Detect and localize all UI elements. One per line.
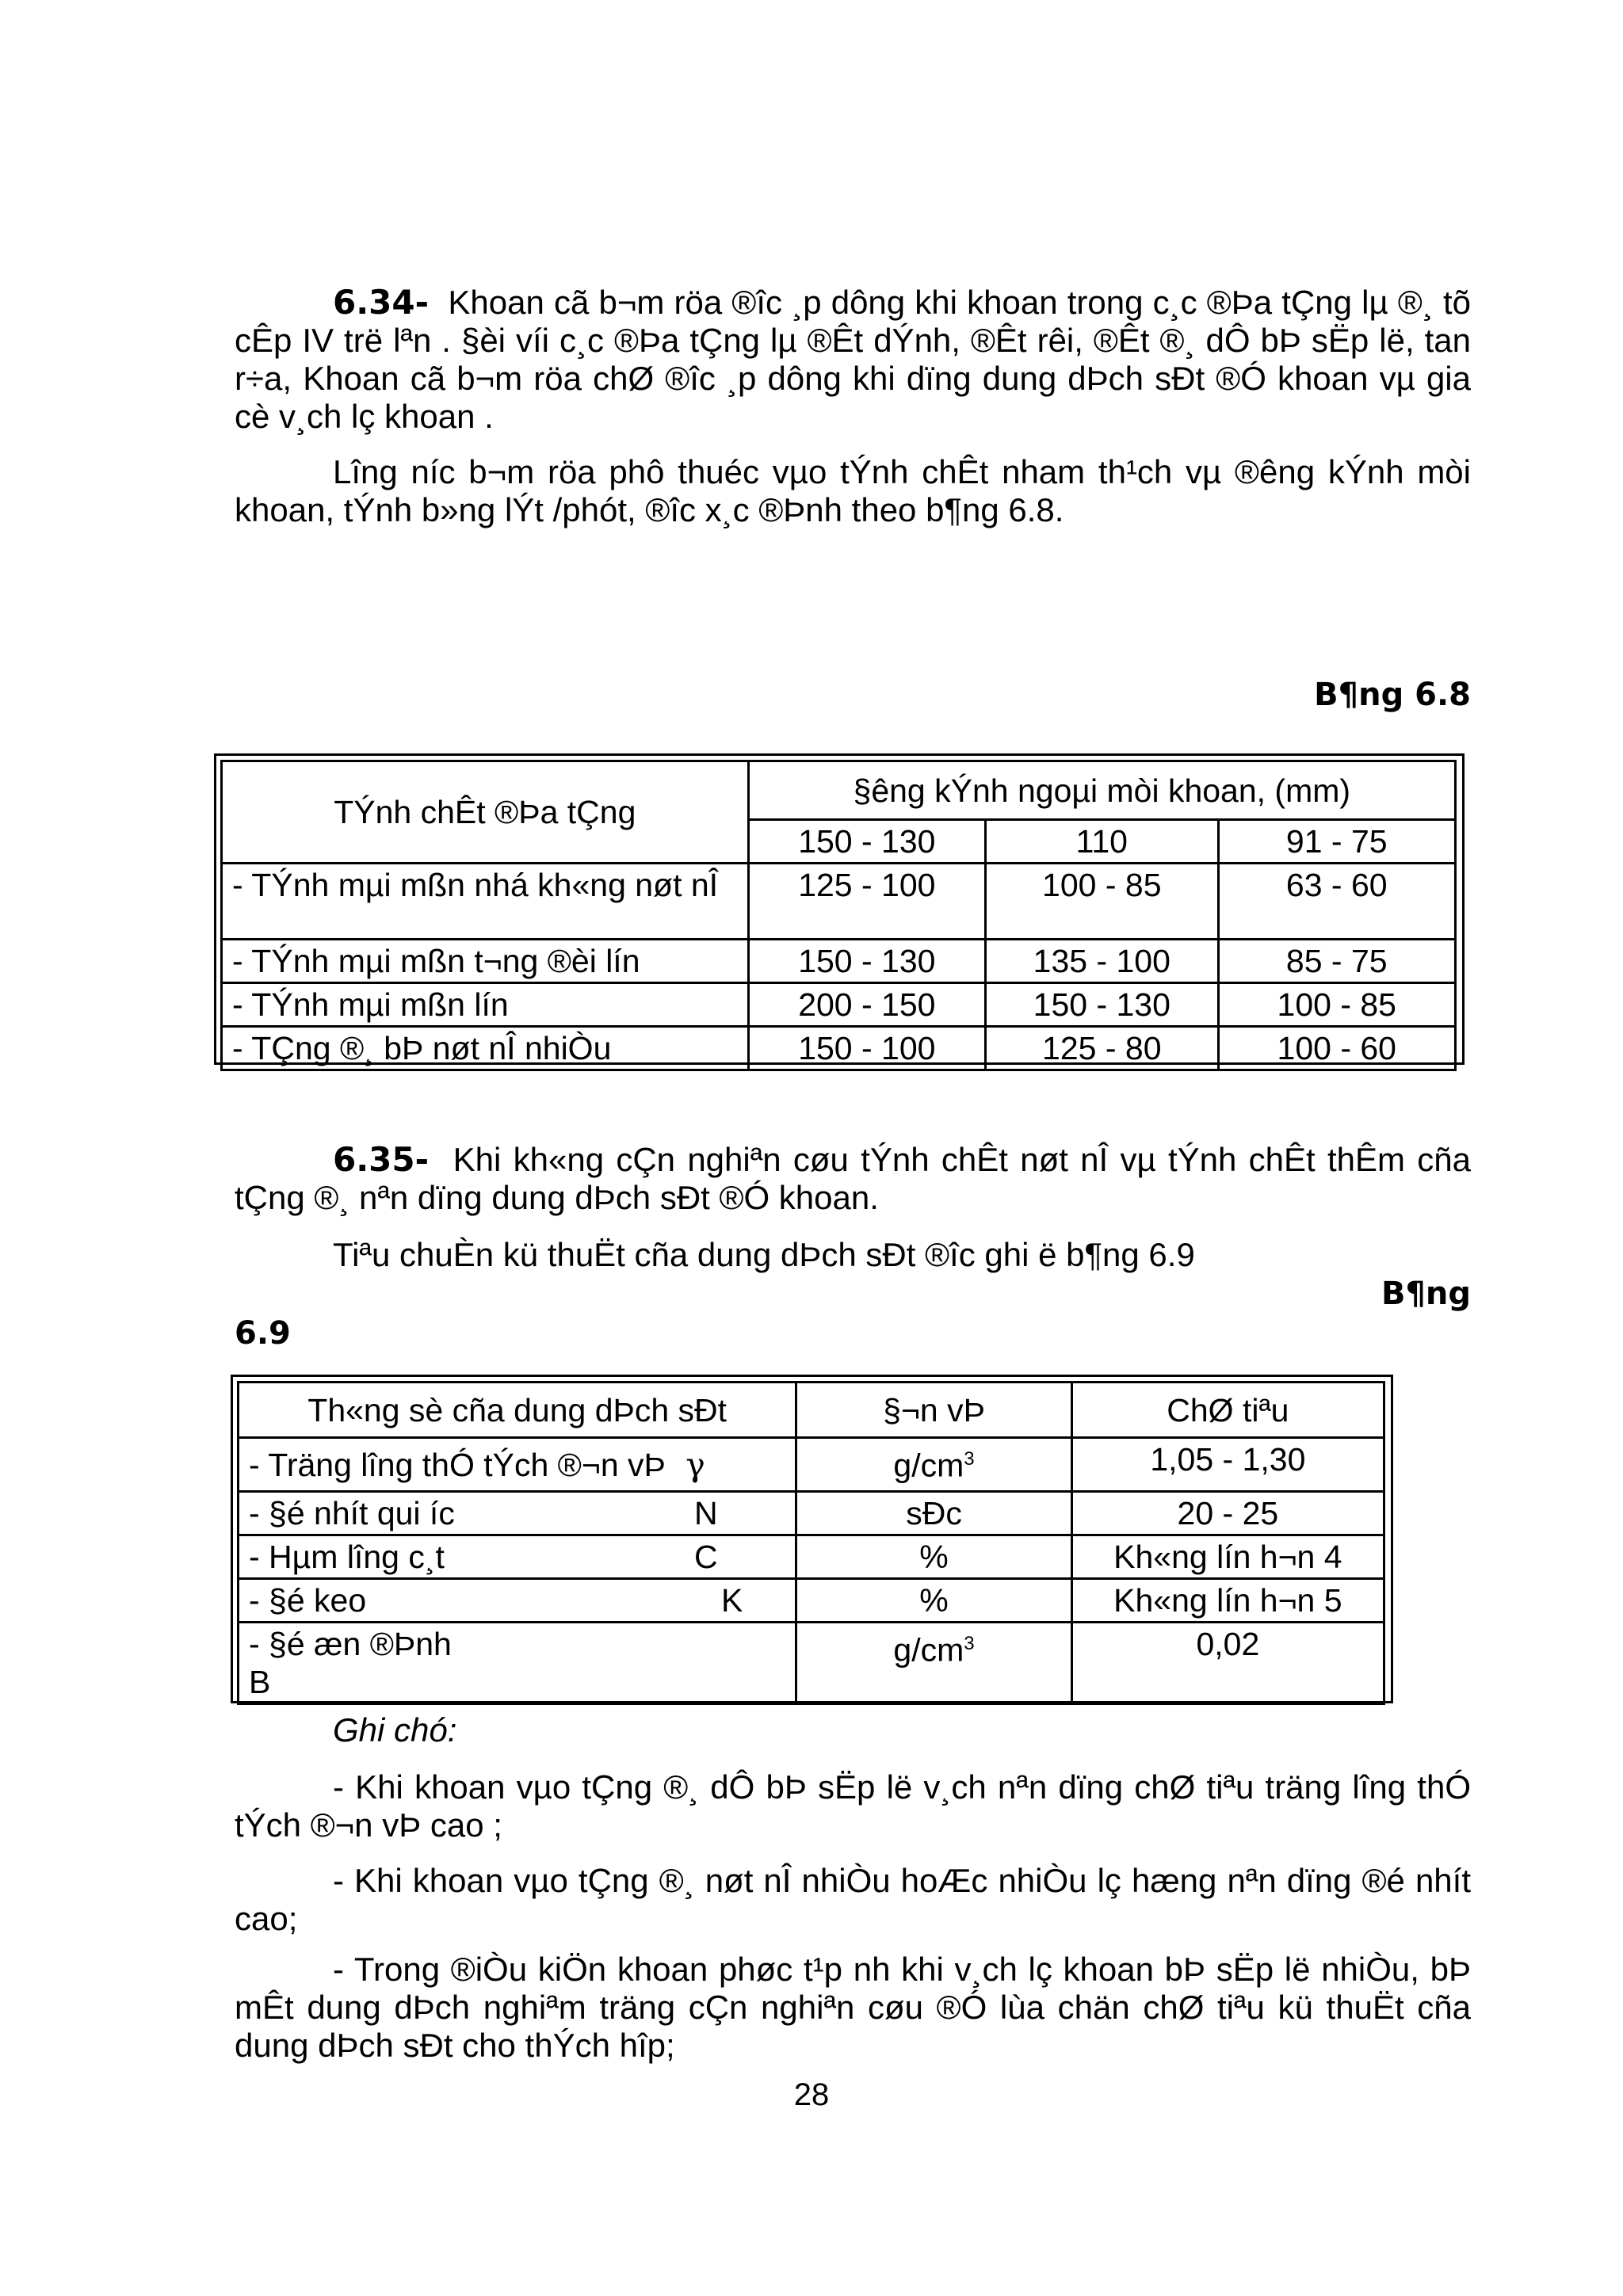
parameter-symbol: C <box>694 1539 718 1575</box>
table-6-8 <box>220 760 1457 1071</box>
table-header-parameter: Th«ng sè cña dung dÞch sÐt <box>239 1383 796 1438</box>
table-row <box>222 1027 1456 1070</box>
row-value: 100 - 85 <box>986 864 1218 940</box>
row-label: - TÝnh mµi mßn t¬ng ®èi lín <box>222 940 749 983</box>
row-value: 125 - 100 <box>748 864 985 940</box>
note-item: - Khi khoan vµo tÇng ®¸ nøt nÎ nhiÒu hoÆc nhiÒu lç hæng nªn dïng ®é nhít cao; <box>235 1862 1471 1937</box>
paragraph-text: Khoan cã b¬m röa ®îc ¸p dông khi khoan trong c¸c ®Þa tÇng lµ ®¸ tõ cÊp IV trë lªn . §èi víi c¸c ®Þa tÇng lµ ®Êt dÝnh, ®Êt rêi, ®Êt ®¸ dÔ bÞ sËp lë, tan r÷a, Khoan cã b¬m röa chØ ®îc ¸p dông khi dïng dung dÞch sÐt ®Ó khoan vµ gia cè v¸ch lç khoan . <box>235 284 1471 435</box>
page-number: 28 <box>793 2077 830 2112</box>
row-value: 1,05 - 1,30 <box>1071 1438 1384 1492</box>
note-item: - Khi khoan vµo tÇng ®¸ dÔ bÞ sËp lë v¸ch nªn dïng chØ tiªu träng lîng thÓ tÝch ®¬n vÞ cao ; <box>235 1768 1471 1844</box>
parameter-name: - §é nhít qui íc <box>249 1495 455 1531</box>
table-row <box>239 1492 1384 1535</box>
row-label: - TÝnh mµi mßn nhá kh«ng nøt nÎ <box>222 864 749 940</box>
table-header-unit: §¬n vÞ <box>796 1383 1071 1438</box>
row-value: 200 - 150 <box>748 983 985 1027</box>
table-row <box>239 1438 1384 1492</box>
table-row <box>239 1579 1384 1623</box>
parameter-symbol: K <box>721 1582 743 1619</box>
unit-text: g/cm <box>893 1447 964 1484</box>
section-6-35-paragraph-2 <box>333 1236 1471 1274</box>
row-value: 20 - 25 <box>1071 1492 1384 1535</box>
row-value: 100 - 85 <box>1218 983 1455 1027</box>
row-unit: % <box>796 1535 1071 1579</box>
paragraph-text: Lîng níc b¬m röa phô thuéc vµo tÝnh chÊt nham th¹ch vµ ®êng kÝnh mòi khoan, tÝnh b»ng lÝt /phót, ®îc x¸c ®Þnh theo b¶ng 6.8. <box>235 453 1471 528</box>
table-row <box>239 1535 1384 1579</box>
parameter-name: - Träng lîng thÓ tÝch ®¬n vÞ <box>249 1446 666 1483</box>
row-unit <box>796 1623 1071 1704</box>
parameter-symbol: N <box>694 1495 718 1531</box>
table-subheader: 150 - 130 <box>748 820 985 864</box>
table-header-index: ChØ tiªu <box>1071 1383 1384 1438</box>
row-value: 150 - 100 <box>748 1027 985 1070</box>
section-6-34-paragraph-2 <box>235 453 1471 529</box>
table-subheader: 110 <box>986 820 1218 864</box>
row-value: 100 - 60 <box>1218 1027 1455 1070</box>
table-row <box>222 864 1456 940</box>
unit-superscript: 3 <box>964 1448 975 1470</box>
row-label: - TÝnh mµi mßn lín <box>222 983 749 1027</box>
parameter-name: - Hµm lîng c¸t <box>249 1539 445 1575</box>
section-6-35-paragraph <box>235 1141 1471 1217</box>
row-value: 0,02 <box>1071 1623 1384 1704</box>
parameter-symbol: B <box>249 1664 271 1700</box>
table-row <box>222 983 1456 1027</box>
table-6-9-caption-a: B¶ng <box>1381 1276 1471 1312</box>
table-header-property: TÝnh chÊt ®Þa tÇng <box>222 761 749 864</box>
row-label <box>239 1492 796 1535</box>
section-6-34-paragraph <box>235 284 1471 436</box>
table-6-9-caption-b: 6.9 <box>235 1315 291 1352</box>
row-value: 135 - 100 <box>986 940 1218 983</box>
parameter-symbol: γ <box>685 1445 705 1484</box>
table-row <box>239 1623 1384 1704</box>
table-6-9 <box>237 1381 1385 1705</box>
row-label <box>239 1438 796 1492</box>
unit-superscript: 3 <box>964 1633 975 1654</box>
notes-title: Ghi chó: <box>333 1711 457 1749</box>
table-row <box>222 940 1456 983</box>
parameter-name: - §é æn ®Þnh <box>249 1626 452 1662</box>
row-label: - TÇng ®¸ bÞ nøt nÎ nhiÒu <box>222 1027 749 1070</box>
paragraph-text: Tiªu chuÈn kü thuËt cña dung dÞch sÐt ®îc ghi ë b¶ng 6.9 <box>333 1236 1195 1273</box>
row-unit: % <box>796 1579 1071 1623</box>
row-unit <box>796 1438 1071 1492</box>
row-unit: sÐc <box>796 1492 1071 1535</box>
table-header-diameter: §êng kÝnh ngoµi mòi khoan, (mm) <box>748 761 1455 820</box>
row-value: 85 - 75 <box>1218 940 1455 983</box>
parameter-name: - §é keo <box>249 1582 367 1619</box>
row-value: 125 - 80 <box>986 1027 1218 1070</box>
row-label <box>239 1623 796 1704</box>
table-6-8-caption: B¶ng 6.8 <box>1314 677 1471 713</box>
unit-text: g/cm <box>893 1631 964 1669</box>
row-value: 63 - 60 <box>1218 864 1455 940</box>
table-subheader: 91 - 75 <box>1218 820 1455 864</box>
row-label <box>239 1579 796 1623</box>
section-number: 6.34- <box>333 283 430 322</box>
row-value: Kh«ng lín h¬n 4 <box>1071 1535 1384 1579</box>
note-item: - Trong ®iÒu kiÖn khoan phøc t¹p nh khi v¸ch lç khoan bÞ sËp lë nhiÒu, bÞ mÊt dung dÞch nghiªm träng cÇn nghiªn cøu ®Ó lùa chän chØ tiªu kü thuËt cña dung dÞch sÐt cho thÝch hîp; <box>235 1951 1471 2064</box>
row-value: Kh«ng lín h¬n 5 <box>1071 1579 1384 1623</box>
paragraph-text: Khi kh«ng cÇn nghiªn cøu tÝnh chÊt nøt nÎ vµ tÝnh chÊt thÊm cña tÇng ®¸ nªn dïng dung dÞch sÐt ®Ó khoan. <box>235 1141 1471 1216</box>
row-label <box>239 1535 796 1579</box>
row-value: 150 - 130 <box>986 983 1218 1027</box>
section-number: 6.35- <box>333 1140 430 1179</box>
row-value: 150 - 130 <box>748 940 985 983</box>
